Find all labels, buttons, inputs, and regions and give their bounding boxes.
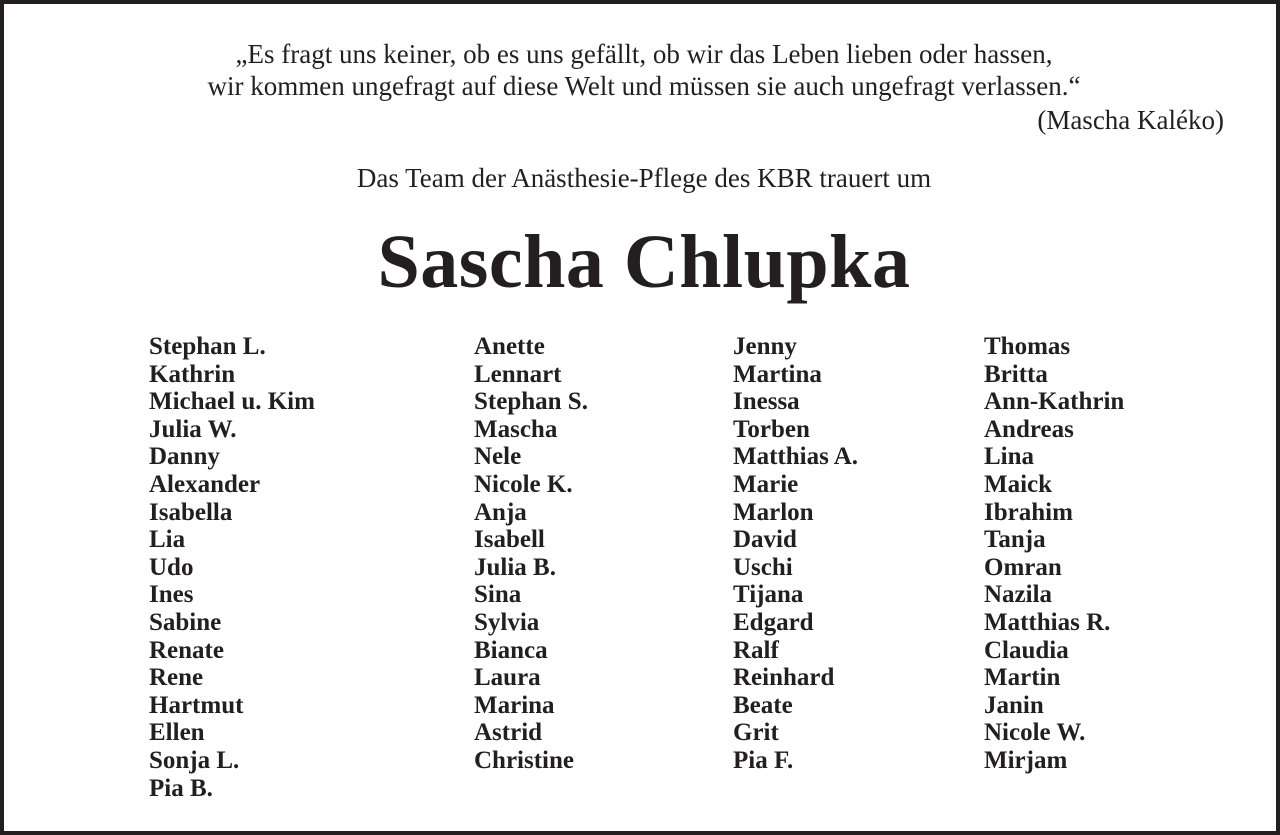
- mourner-name: Tijana: [733, 581, 804, 609]
- mourner-name: Renate: [149, 636, 224, 664]
- mourner-name: Ibrahim: [984, 498, 1073, 526]
- mourner-name: Martina: [733, 360, 822, 388]
- mourner-name: Uschi: [733, 553, 793, 581]
- mourner-name: Anja: [474, 498, 527, 526]
- mourner-name: Laura: [474, 664, 541, 692]
- mourner-name: David: [733, 526, 797, 554]
- mourner-name: Nicole W.: [984, 719, 1086, 747]
- quote-line-2: wir kommen ungefragt auf diese Welt und müssen sie auch ungefragt verlassen.“: [207, 71, 1081, 101]
- mourner-name: Andreas: [984, 415, 1074, 443]
- mourner-name: Stephan S.: [474, 388, 588, 416]
- mourner-name: Matthias R.: [984, 608, 1111, 636]
- mourner-name: Ellen: [149, 719, 205, 747]
- mourner-name: Nazila: [984, 581, 1053, 609]
- mourner-name: Michael u. Kim: [149, 388, 315, 416]
- mourner-name: Rene: [149, 664, 204, 692]
- mourner-name: Isabell: [474, 526, 545, 554]
- mourner-name: Julia W.: [149, 415, 237, 443]
- names-column-1: [149, 333, 315, 802]
- mourner-name: Pia B.: [149, 774, 213, 802]
- mourner-name: Lina: [984, 443, 1035, 471]
- mourner-name: Marina: [474, 691, 555, 719]
- mourner-name: Nicole K.: [474, 470, 573, 498]
- mourner-name: Julia B.: [474, 553, 556, 581]
- mourner-name: Sina: [474, 581, 522, 609]
- mourner-name: Astrid: [474, 719, 543, 747]
- mourner-name: Marie: [733, 470, 799, 498]
- mourner-name: Stephan L.: [149, 333, 266, 360]
- mourner-name: Lennart: [474, 360, 562, 388]
- mourner-name: Sylvia: [474, 608, 540, 636]
- mourner-name: Ines: [149, 581, 194, 609]
- deceased-name: Sascha Chlupka: [377, 220, 911, 304]
- mourner-name: Pia F.: [733, 746, 794, 774]
- names-column-3: [733, 333, 858, 775]
- mourner-name: Martin: [984, 664, 1061, 692]
- mourner-name: Hartmut: [149, 691, 244, 719]
- mourner-name: Grit: [733, 719, 779, 747]
- mourner-name: Tanja: [984, 526, 1046, 554]
- mourner-name: Anette: [474, 333, 545, 360]
- mourner-name: Torben: [733, 415, 810, 443]
- mourner-name: Claudia: [984, 636, 1069, 664]
- mourner-name: Kathrin: [149, 360, 236, 388]
- mourner-name: Christine: [474, 746, 574, 774]
- mourner-name: Thomas: [984, 333, 1071, 360]
- mourner-name: Danny: [149, 443, 220, 471]
- intro-text: Das Team der Anästhesie-Pflege des KBR trauert um: [356, 163, 932, 193]
- mourner-name: Alexander: [149, 470, 261, 498]
- mourner-name: Mascha: [474, 415, 558, 443]
- mourner-name: Mirjam: [984, 746, 1068, 774]
- mourner-name: Ann-Kathrin: [984, 388, 1125, 416]
- mourner-name: Inessa: [733, 388, 800, 416]
- mourner-name: Jenny: [733, 333, 797, 360]
- mourner-name: Britta: [984, 360, 1048, 388]
- mourner-name: Reinhard: [733, 664, 835, 692]
- mourner-name: Bianca: [474, 636, 548, 664]
- names-column-4: [984, 333, 1124, 775]
- mourner-name: Isabella: [149, 498, 233, 526]
- mourner-name: Matthias A.: [733, 443, 858, 471]
- names-column-2: [474, 333, 588, 775]
- mourner-name: Omran: [984, 553, 1062, 581]
- mourner-name: Edgard: [733, 608, 814, 636]
- mourner-name: Udo: [149, 553, 194, 581]
- mourner-name: Sabine: [149, 608, 222, 636]
- mourner-name: Marlon: [733, 498, 814, 526]
- quote-author: (Mascha Kaléko): [1037, 105, 1224, 135]
- mourner-name: Nele: [474, 443, 522, 471]
- mourner-name: Ralf: [733, 636, 779, 664]
- mourner-name: Maick: [984, 470, 1053, 498]
- quote-line-1: „Es fragt uns keiner, ob es uns gefällt, ob wir das Leben lieben oder hassen,: [235, 39, 1053, 69]
- mourner-name: Janin: [984, 691, 1044, 719]
- mourner-name: Sonja L.: [149, 746, 240, 774]
- mourner-name: Beate: [733, 691, 793, 719]
- mourner-name: Lia: [149, 526, 186, 554]
